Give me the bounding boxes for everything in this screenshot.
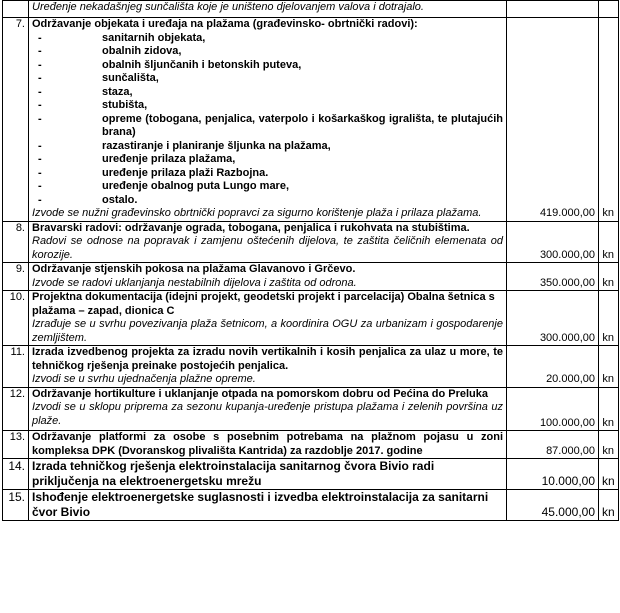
row-title: Bravarski radovi: održavanje ograda, tobogana, penjalica i rukohvata na stubištima. <box>32 221 470 234</box>
list-item: - staza, <box>38 85 133 98</box>
table-row <box>3 387 619 431</box>
list-item: - sunčališta, <box>38 72 159 84</box>
row-currency: kn <box>599 18 619 222</box>
row-currency: kn <box>599 263 619 291</box>
row-title: Projektna dokumentacija (idejni projekt, geodetski projekt i parcelacija) Obalna šetnica s plažama – zapad, dionica C <box>32 291 495 317</box>
row-number: 15. <box>3 490 29 521</box>
table-row <box>3 1 619 18</box>
row-note: Uređenje nekadašnjeg sunčališta koje je uništeno djelovanjem valova i dotrajalo. <box>29 1 507 18</box>
row-number: 7. <box>3 18 29 222</box>
list-item: - uređenje prilaza plaži Razbojna. <box>38 166 269 179</box>
list-item: - obalnih zidova, <box>38 45 182 57</box>
row-title: Izrada izvedbenog projekta za izradu novih vertikalnih i kosih penjalica za ulaz u more, te tehničkog rješenja preinake postojećih penjalica. <box>32 346 503 372</box>
row-currency: kn <box>599 346 619 388</box>
row-number: 8. <box>3 221 29 263</box>
row-currency: kn <box>599 221 619 263</box>
row-number: 13. <box>3 431 29 459</box>
row-title: Održavanje platformi za osobe s posebnim potrebama na plažnom pojasu u zoni kompleksa DPK (Dvoranskog plivališta Kantrida) za razdoblje 2017. godine <box>32 431 503 457</box>
row-note: Radovi se odnose na popravak i zamjenu oštećenih dijelova, te zaštita čeličnih elemenata od korozije. <box>32 235 503 261</box>
table-row <box>3 263 619 291</box>
list-item: - sanitarnih objekata, <box>38 31 206 44</box>
row-note: Izvode se nužni građevinsko obrtnički popravci za sigurno korištenje plaža i prilaza plažama. <box>32 207 482 219</box>
row-currency: kn <box>599 387 619 431</box>
row-title: Održavanje stjenskih pokosa na plažama Glavanovo i Grčevo. <box>32 263 356 275</box>
row-title: Održavanje hortikulture i uklanjanje otpada na pomorskom dobru od Pećina do Preluka <box>32 387 488 400</box>
list-item: - obalnih šljunčanih i betonskih puteva, <box>38 58 302 71</box>
row-currency: kn <box>599 490 619 521</box>
row-note: Izrađuje se u svrhu povezivanja plaža šetnicom, a koordinira OGU za urbanizam i gospodarenje zemljištem. <box>32 318 503 344</box>
table-row <box>3 459 619 490</box>
table-row <box>3 346 619 388</box>
row-currency: kn <box>599 431 619 459</box>
item-list <box>32 32 503 208</box>
row-number: 12. <box>3 387 29 431</box>
row-amount: 87.000,00 <box>507 431 599 459</box>
row-currency: kn <box>599 291 619 346</box>
row-amount: 45.000,00 <box>507 490 599 521</box>
row-amount: 350.000,00 <box>507 263 599 291</box>
row-title: Izrada tehničkog rješenja elektroinstalacija sanitarnog čvora Bivio radi priključenja na elektroenergetsku mrežu <box>32 459 435 488</box>
row-amount: 20.000,00 <box>507 346 599 388</box>
row-note: Izvode se radovi uklanjanja nestabilnih dijelova i zaštita od odrona. <box>32 276 357 289</box>
list-item: - ostalo. <box>38 193 138 206</box>
row-number: 10. <box>3 291 29 346</box>
table-row <box>3 431 619 459</box>
row-currency: kn <box>599 459 619 490</box>
row-note: Izvodi se u sklopu priprema za sezonu kupanja-uređenje pristupa plažama i zelenih površina uz plaže. <box>32 401 503 427</box>
budget-table <box>2 0 619 521</box>
row-amount: 100.000,00 <box>507 387 599 431</box>
row-number: 9. <box>3 263 29 291</box>
table-row <box>3 490 619 521</box>
row-number: 11. <box>3 346 29 388</box>
list-item: - opreme (tobogana, penjalica, vaterpolo i košarkaškog igrališta, te plutajućih brana) <box>38 112 503 138</box>
row-note: Izvodi se u svrhu ujednačenja plažne opreme. <box>32 373 256 385</box>
row-title: Održavanje objekata i uređaja na plažama (građevinsko- obrtnički radovi): <box>32 18 418 30</box>
row-amount: 419.000,00 <box>507 18 599 222</box>
row-amount: 10.000,00 <box>507 459 599 490</box>
row-amount: 300.000,00 <box>507 221 599 263</box>
row-number: 14. <box>3 459 29 490</box>
table-row <box>3 291 619 346</box>
row-title: Ishođenje elektroenergetske suglasnosti i izvedba elektroinstalacija za sanitarni čvor Bivio <box>32 490 489 519</box>
list-item: - razastiranje i planiranje šljunka na plažama, <box>38 139 331 152</box>
table-row <box>3 221 619 263</box>
list-item: - uređenje obalnog puta Lungo mare, <box>38 180 290 192</box>
row-amount: 300.000,00 <box>507 291 599 346</box>
list-item: - uređenje prilaza plažama, <box>38 153 236 165</box>
table-row <box>3 18 619 222</box>
list-item: - stubišta, <box>38 99 148 111</box>
